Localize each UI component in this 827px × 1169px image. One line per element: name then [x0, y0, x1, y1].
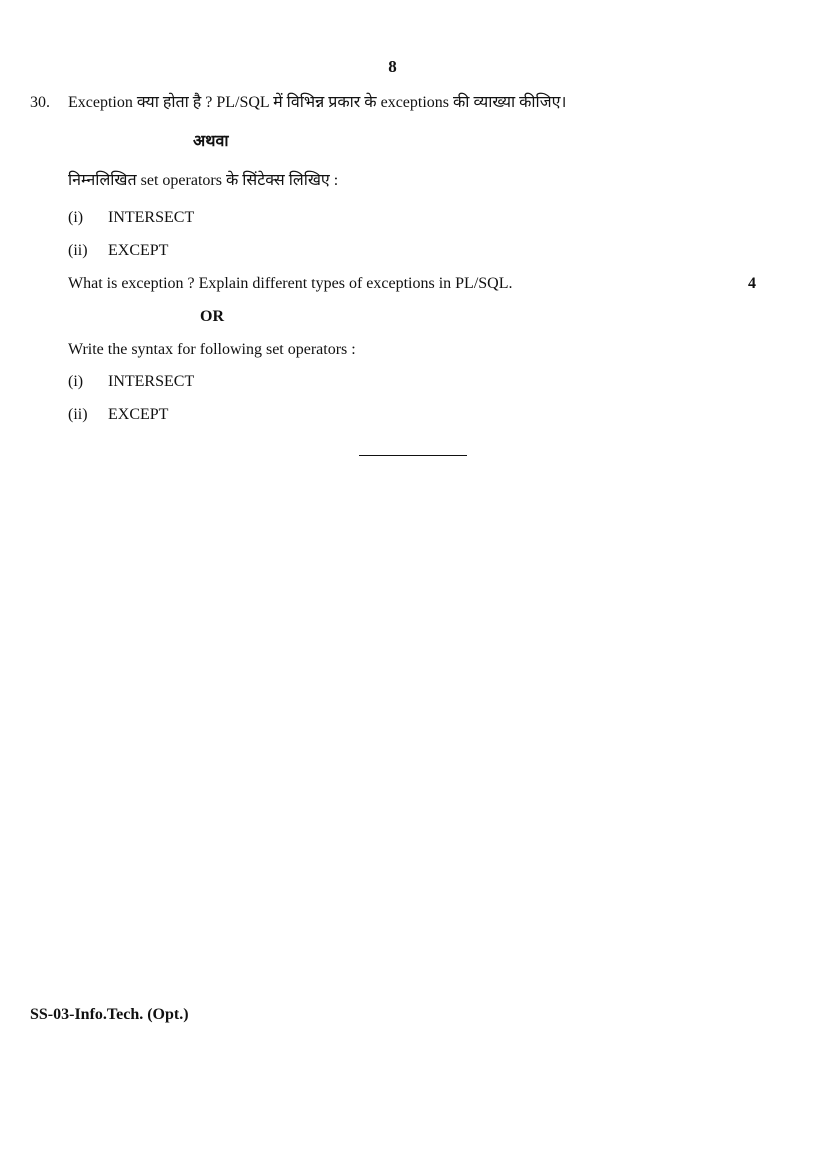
question-number: 30.	[30, 94, 50, 111]
paper-code-footer: SS-03-Info.Tech. (Opt.)	[30, 1006, 189, 1023]
end-of-paper-rule	[359, 455, 467, 456]
alternate-question-hindi: निम्नलिखित set operators के सिंटेक्स लिखिए :	[68, 172, 339, 189]
page-number: 8	[388, 57, 397, 76]
list-item-text: EXCEPT	[108, 242, 169, 259]
or-separator-hindi: अथवा	[193, 133, 229, 150]
list-item-text: INTERSECT	[108, 209, 195, 226]
question-text-english: What is exception ? Explain different types of exceptions in PL/SQL.	[68, 275, 513, 292]
alternate-question-english: Write the syntax for following set operators :	[68, 341, 356, 358]
list-item-number: (ii)	[68, 406, 88, 423]
list-item-number: (i)	[68, 209, 84, 226]
or-separator-english: OR	[200, 308, 224, 325]
question-marks: 4	[748, 275, 756, 292]
list-item-number: (ii)	[68, 242, 88, 259]
question-text-hindi: Exception क्या होता है ? PL/SQL में विभिन्न प्रकार के exceptions की व्याख्या कीजिए।	[68, 94, 567, 111]
list-item-number: (i)	[68, 373, 84, 390]
list-item-text: INTERSECT	[108, 373, 195, 390]
list-item-text: EXCEPT	[108, 406, 169, 423]
